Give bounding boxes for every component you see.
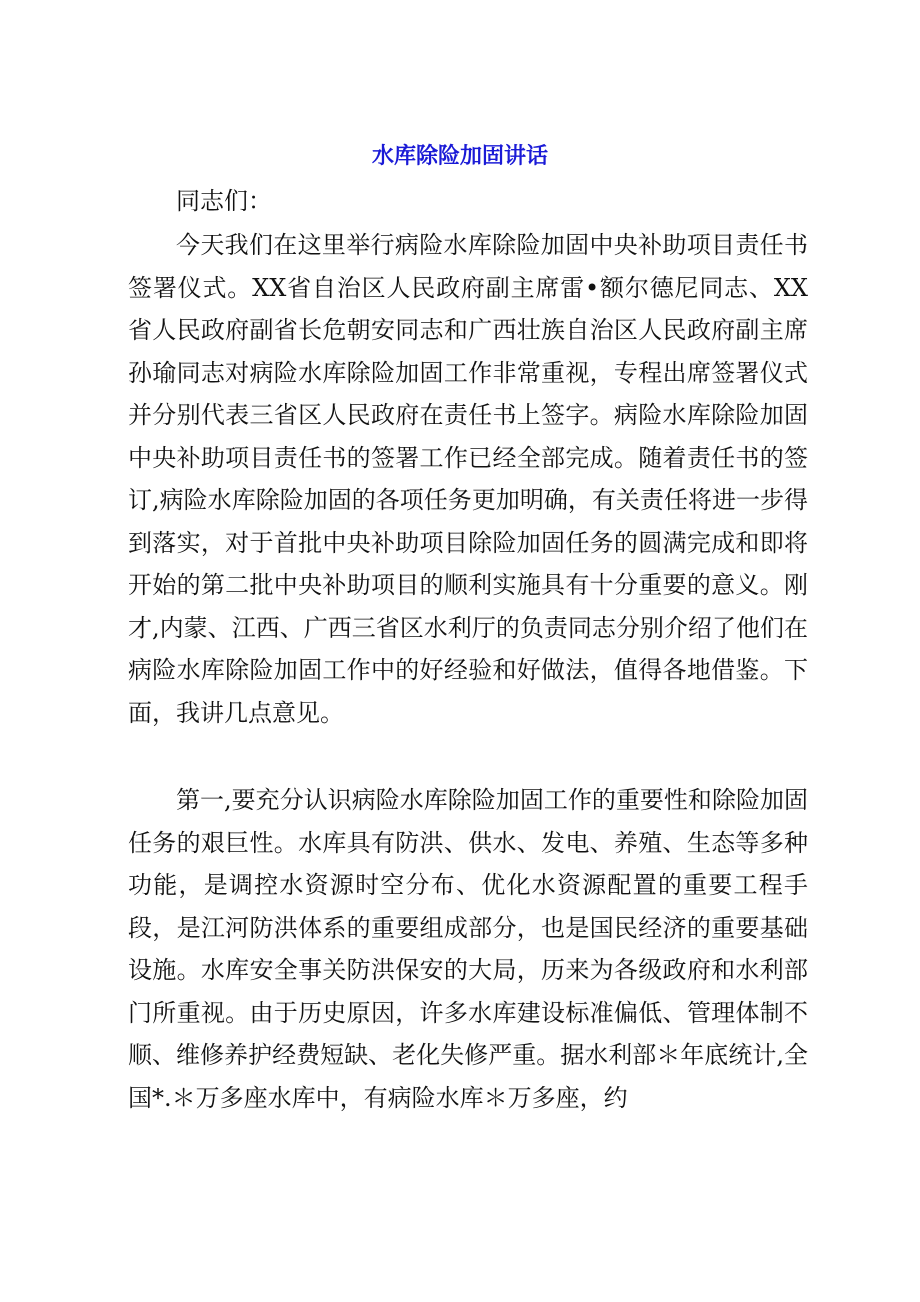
greeting: 同志们： (176, 187, 272, 215)
document-title: 水库除险加固讲话 (371, 144, 548, 169)
paragraph-intro: 今天我们在这里举行病险水库除险加固中央补助项目责任书签署仪式。XX省自治区人民政府副主席雷•额尔德尼同志、XX省人民政府副省长危朝安同志和广西壮族自治区人民政府副主席孙瑜同志对病险水库除险加固工作非常重视，专程出席签署仪式并分别代表三省区人民政府在责任书上签字。病险水库除险加固中央补助项目责任书的签署工作已经全部完成。随着责任书的签订,病险水库除险加固的各项任务更加明确，有关责任将进一步得到落实，对于首批中央补助项目除险加固任务的圆满完成和即将开始的第二批中央补助项目的顺利实施具有十分重要的意义。刚才,内蒙、江西、广西三省区水利厅的负责同志分别介绍了他们在病险水库除险加固工作中的好经验和好做法，值得各地借鉴。下面，我讲几点意见。 (128, 231, 808, 727)
paragraph-first-point: 第一,要充分认识病险水库除险加固工作的重要性和除险加固任务的艰巨性。水库具有防洪、供水、发电、养殖、生态等多种功能，是调控水资源时空分布、优化水资源配置的重要工程手段，是江河防洪体系的重要组成部分，也是国民经济的重要基础设施。水库安全事关防洪保安的大局，历来为各级政府和水利部门所重视。由于历史原因，许多水库建设标准偏低、管理体制不顺、维修养护经费短缺、老化失修严重。据水利部＊年底统计,全国*.＊万多座水库中，有病险水库＊万多座，约 (128, 786, 808, 1112)
